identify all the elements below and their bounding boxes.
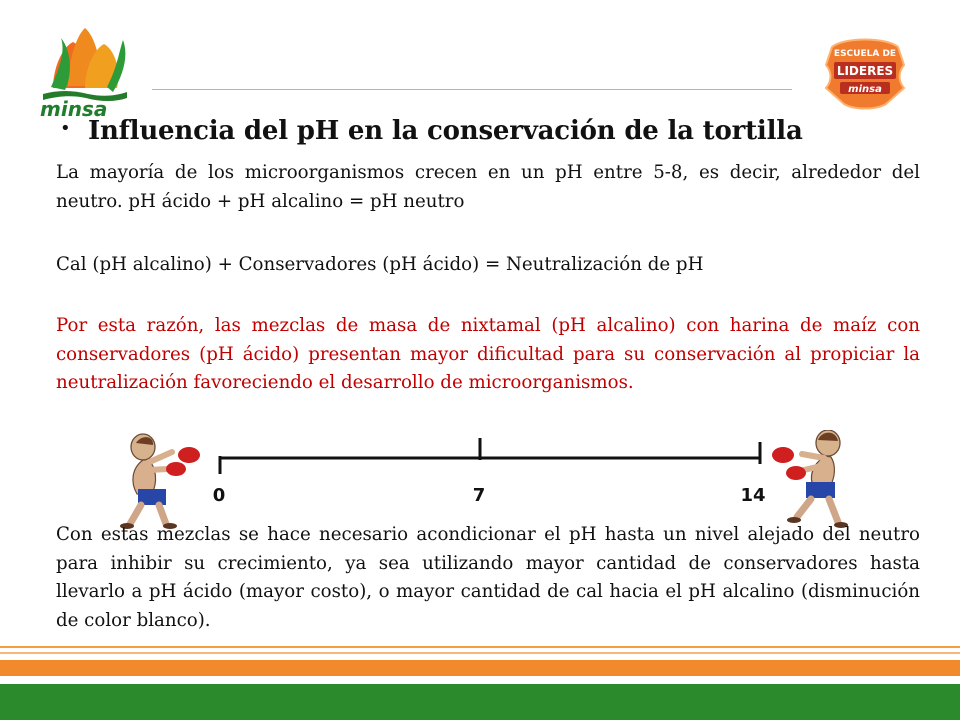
minsa-logo [33, 20, 133, 120]
ph-max-label: 14 [740, 485, 766, 506]
minsa-badge-text: minsa [848, 84, 882, 95]
paragraph-neutralization: Cal (pH alcalino) + Conservadores (pH ácido) = Neutralización de pH [56, 254, 704, 275]
title-bullet: • [60, 118, 71, 139]
boxer-right-icon [772, 430, 848, 528]
header-divider [152, 89, 792, 90]
minsa-logo-text: minsa [40, 97, 108, 120]
lideres-text: LIDERES [836, 64, 894, 78]
paragraph-conditioning: Con estas mezclas se hace necesario acondicionar el pH hasta un nivel alejado del neutro para inhibir su crecimiento, ya sea utilizando mayor cantidad de conservadores hasta llevarlo a pH ácido (mayor costo), o mayor cantidad de cal hacia el pH alcalino (disminución de color blanco). [56, 524, 920, 631]
footer-orange-line-middle [0, 652, 960, 654]
paragraph-risk: Por esta razón, las mezclas de masa de nixtamal (pH alcalino) con harina de maíz con conservadores (pH ácido) presentan mayor dificultad para su conservación al propiciar la neutralización favoreciendo el desarrollo de microorganismos. [56, 315, 920, 393]
ph-neutral-label: 7 [472, 485, 486, 506]
slide-title: Influencia del pH en la conservación de la tortilla [88, 116, 803, 146]
ph-min-label: 0 [212, 485, 226, 506]
ph-scale-illustration [110, 430, 850, 530]
boxer-left-icon [120, 434, 200, 529]
paragraph-ph-range: La mayoría de los microorganismos crecen en un pH entre 5-8, es decir, alrededor del neutro. pH ácido + pH alcalino = pH neutro [56, 162, 920, 212]
slide-title-row [60, 116, 940, 146]
footer-orange-line-top [0, 646, 960, 648]
escuela-text: ESCUELA DE [833, 49, 897, 59]
escuela-lideres-logo [816, 32, 914, 114]
footer-orange-band [0, 660, 960, 676]
footer-green-band [0, 684, 960, 720]
